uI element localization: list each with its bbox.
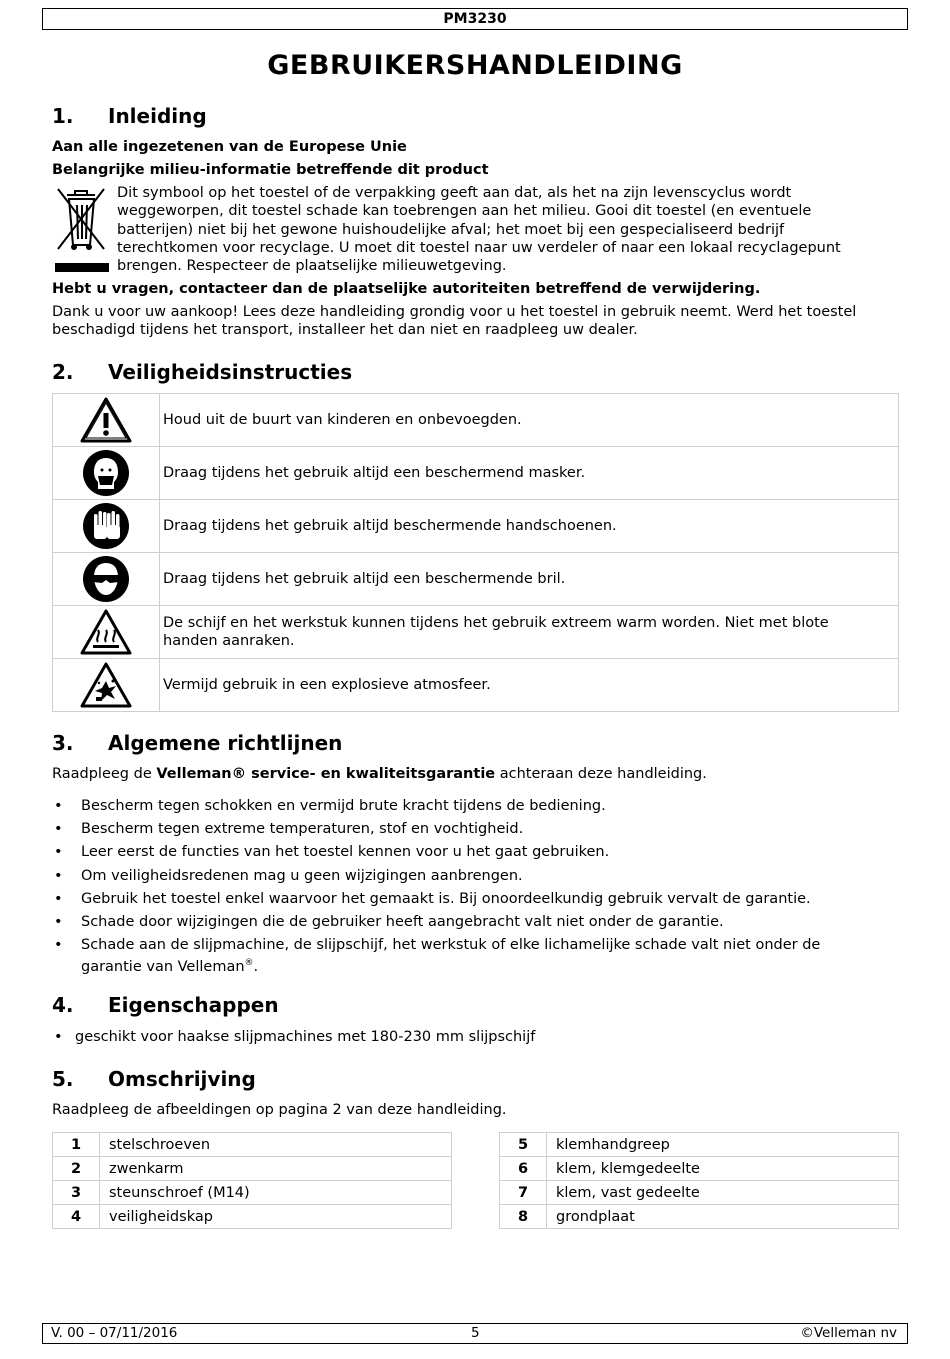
eu-heading: Aan alle ingezetenen van de Europese Unie [52,139,407,155]
thanks-line: beschadigd tijdens het transport, installeer het dan niet en raadpleeg uw dealer. [52,322,638,338]
section-3-heading: 3. Algemene richtlijnen [52,731,343,755]
part-label: veiligheidskap [100,1205,452,1229]
part-number: 1 [53,1133,100,1157]
safety-text: Houd uit de buurt van kinderen en onbevoegden. [163,412,522,428]
description-intro: Raadpleeg de afbeeldingen op pagina 2 van deze handleiding. [52,1102,507,1118]
list-item: • Gebruik het toestel enkel waarvoor het gemaakt is. Bij onoordeelkundig gebruik vervalt de garantie. [52,890,902,908]
section-4-heading: 4. Eigenschappen [52,993,279,1017]
section-5-heading: 5. Omschrijving [52,1067,256,1091]
explosive-icon [79,661,133,709]
table-row [53,659,899,712]
safety-text: De schijf en het werkstuk kunnen tijdens het gebruik extreem warm worden. Niet met blote [163,615,829,631]
part-number: 6 [500,1157,547,1181]
weee-line: Dit symbool op het toestel of de verpakking geeft aan dat, als het na zijn levenscyclus wordt [117,185,792,201]
guarantee-intro: Raadpleeg de Velleman® service- en kwaliteitsgarantie achteraan deze handleiding. [52,766,707,782]
env-heading: Belangrijke milieu-informatie betreffende dit product [52,162,489,178]
section-2-heading: 2. Veiligheidsinstructies [52,360,353,384]
part-number: 4 [53,1205,100,1229]
section-1-heading: 1. Inleiding [52,104,207,128]
part-number: 7 [500,1181,547,1205]
table-row [53,394,899,447]
list-item: • Bescherm tegen extreme temperaturen, stof en vochtigheid. [52,820,902,838]
weee-line: terechtkomen voor recyclage. U moet dit toestel naar uw verdeler of naar een lokaal recyclagepunt [117,239,841,256]
weee-text [117,184,841,275]
page-title: GEBRUIKERSHANDLEIDING [267,50,683,81]
weee-line: batterijen) niet bij het gewone huishoudelijke afval; het moet bij een gespecialiseerd bedrijf [117,221,785,238]
weee-line: brengen. Respecteer de plaatselijke milieuwetgeving. [117,258,507,275]
part-label: grondplaat [547,1205,899,1229]
table-row [53,500,899,553]
safety-text: handen aanraken. [163,633,295,649]
weee-line: weggeworpen, dit toestel schade kan toebrengen aan het milieu. Gooi dit toestel (en eventuele [117,203,812,220]
warning-triangle-icon [79,396,133,444]
page-number: 5 [471,1325,480,1341]
list-item: • Schade aan de slijpmachine, de slijpschijf, het werkstuk of elke lichamelijke schade valt niet onder de garantie van Velleman®. [52,936,902,976]
part-label: stelschroeven [100,1133,452,1157]
header-box [42,8,908,30]
guarantee-link-text: Velleman® service- en kwaliteitsgarantie [156,766,496,782]
table-row [53,1157,452,1181]
table-row [53,1133,452,1157]
features-list [52,1028,902,1051]
part-number: 8 [500,1205,547,1229]
parts-table-left [52,1132,452,1229]
table-row [500,1181,899,1205]
list-item: • geschikt voor haakse slijpmachines met 180-230 mm slijpschijf [52,1028,902,1046]
list-item: • Schade door wijzigingen die de gebruiker heeft aangebracht valt niet onder de garantie. [52,913,902,931]
safety-text: Draag tijdens het gebruik altijd een beschermende bril. [163,571,566,587]
table-row [53,447,899,500]
part-number: 3 [53,1181,100,1205]
list-item: • Leer eerst de functies van het toestel kennen voor u het gaat gebruiken. [52,843,902,861]
table-row [53,1181,452,1205]
footer [42,1323,908,1344]
mask-icon [82,449,130,497]
part-number: 2 [53,1157,100,1181]
part-label: klem, klemgedeelte [547,1157,899,1181]
hot-surface-icon [79,608,133,656]
list-item: • Bescherm tegen schokken en vermijd brute kracht tijdens de bediening. [52,797,902,815]
table-row [53,553,899,606]
table-row [53,606,899,659]
part-label: steunschroef (M14) [100,1181,452,1205]
goggles-icon [82,555,130,603]
list-item: • Om veiligheidsredenen mag u geen wijzigingen aanbrengen. [52,867,902,885]
table-row [500,1205,899,1229]
safety-text: Draag tijdens het gebruik altijd beschermende handschoenen. [163,518,617,534]
gloves-icon [82,502,130,550]
part-label: klem, vast gedeelte [547,1181,899,1205]
part-number: 5 [500,1133,547,1157]
contact-note: Hebt u vragen, contacteer dan de plaatselijke autoriteiten betreffend de verwijdering. [52,281,761,297]
part-label: klemhandgreep [547,1133,899,1157]
footer-version: V. 00 – 07/11/2016 [51,1325,178,1341]
safety-text: Vermijd gebruik in een explosieve atmosfeer. [163,677,491,693]
table-row [500,1133,899,1157]
safety-text: Draag tijdens het gebruik altijd een beschermend masker. [163,465,586,481]
header-model: PM3230 [443,11,507,27]
table-row [53,1205,452,1229]
parts-table-right [499,1132,899,1229]
footer-copyright: ©Velleman nv [800,1325,897,1341]
safety-table [52,393,899,712]
table-row [500,1157,899,1181]
thanks-line: Dank u voor uw aankoop! Lees deze handleiding grondig voor u het toestel in gebruik neemt. Werd het toestel [52,304,857,320]
weee-bin-icon [53,185,109,275]
part-label: zwenkarm [100,1157,452,1181]
guidelines-list [52,797,902,981]
